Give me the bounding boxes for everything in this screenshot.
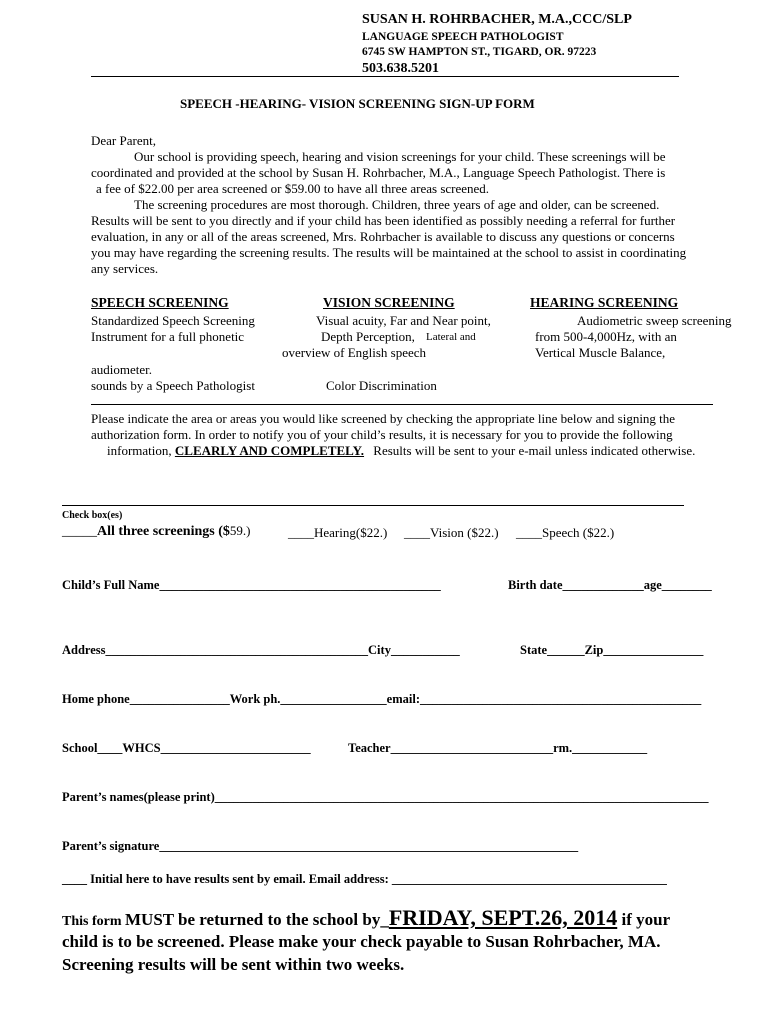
option-all-three[interactable]: _____All three screenings ($59.) (62, 523, 251, 539)
parent-names-field[interactable]: Parent’s names(please print)_______________________________________________________________________________ (62, 790, 709, 804)
results-line: Screening results will be sent within two weeks. (62, 955, 405, 974)
header-divider (91, 76, 679, 77)
address-field[interactable]: Address__________________________________________City___________ (62, 643, 460, 657)
school-field[interactable]: School____WHCS________________________ (62, 741, 311, 755)
vision-desc: Lateral and (426, 331, 476, 343)
letter-line: coordinated and provided at the school by Susan H. Rohrbacher, M.A., Language Speech Pathologist. There is (91, 165, 666, 180)
speech-desc: Standardized Speech Screening (91, 313, 255, 328)
phone-email-field[interactable]: Home phone________________Work ph._________________email:_____________________________________________ (62, 692, 702, 706)
letter-line: Results will be sent to you directly and if your child has been identified as possibly needing a referral for further (91, 213, 676, 228)
letterhead-title: LANGUAGE SPEECH PATHOLOGIST (362, 31, 564, 43)
hearing-desc: Vertical Muscle Balance, (535, 345, 666, 360)
deadline-date: FRIDAY, SEPT.26, 2014 (388, 905, 618, 930)
instructions-line: authorization form. In order to notify you of your child’s results, it is necessary for you to provide the following (91, 427, 673, 442)
speech-heading: SPEECH SCREENING (91, 295, 229, 310)
instructions-line: information, CLEARLY AND COMPLETELY. Results will be sent to your e-mail unless indicated otherwise. (107, 443, 696, 458)
option-speech[interactable]: ____Speech ($22.) (516, 525, 615, 540)
vision-heading: VISION SCREENING (323, 295, 455, 310)
option-vision[interactable]: ____Vision ($22.) (404, 525, 499, 540)
vision-desc: Color Discrimination (326, 378, 437, 393)
letter-line: The screening procedures are most thorough. Children, three years of age and older, can be screened. (134, 197, 660, 212)
speech-desc: Instrument for a full phonetic (91, 329, 245, 344)
payment-line: child is to be screened. Please make your check payable to Susan Rohrbacher, MA. (62, 932, 661, 951)
letter-line: any services. (91, 261, 159, 276)
letter-greeting: Dear Parent, (91, 133, 156, 148)
state-zip-field[interactable]: State______Zip________________ (520, 643, 704, 657)
email-initial-field[interactable]: ____ Initial here to have results sent by email. Email address: ____________________________________________ (62, 872, 667, 886)
letter-line: evaluation, in any or all of the areas screened, Mrs. Rohrbacher is available to discuss any questions or concerns (91, 229, 675, 244)
hearing-desc: from 500-4,000Hz, with an (535, 329, 677, 344)
return-deadline-line: This form MUST be returned to the school by_FRIDAY, SEPT.26, 2014 if your (62, 905, 671, 930)
option-hearing[interactable]: ____Hearing($22.) (288, 525, 388, 540)
letter-line: a fee of $22.00 per area screened or $59.00 to have all three areas screened. (96, 181, 490, 196)
form-divider (62, 505, 684, 506)
teacher-field[interactable]: Teacher__________________________rm.____________ (348, 741, 648, 755)
letter-line: Our school is providing speech, hearing and vision screenings for your child. These screenings will be (134, 149, 666, 164)
parent-signature-field[interactable]: Parent’s signature___________________________________________________________________ (62, 839, 579, 853)
check-boxes-label: Check box(es) (62, 510, 123, 521)
hearing-heading: HEARING SCREENING (530, 295, 679, 310)
vision-desc: Depth Perception, (321, 329, 415, 344)
emphasis-text: CLEARLY AND COMPLETELY. (174, 443, 365, 458)
speech-desc: audiometer. (91, 362, 153, 377)
section-divider (91, 404, 713, 405)
form-title: SPEECH -HEARING- VISION SCREENING SIGN-UP FORM (180, 96, 535, 111)
speech-desc: sounds by a Speech Pathologist (91, 378, 255, 393)
instructions-line: Please indicate the area or areas you would like screened by checking the appropriate line below and signing the (91, 411, 676, 426)
vision-desc: Visual acuity, Far and Near point, (316, 313, 491, 328)
letterhead-phone: 503.638.5201 (362, 61, 439, 76)
letterhead-name: SUSAN H. ROHRBACHER, M.A.,CCC/SLP (362, 12, 632, 27)
vision-desc: overview of English speech (282, 345, 427, 360)
letterhead-address: 6745 SW HAMPTON ST., TIGARD, OR. 97223 (362, 46, 597, 58)
child-name-field[interactable]: Child’s Full Name_____________________________________________ (62, 578, 441, 592)
hearing-desc: Audiometric sweep screening (577, 313, 732, 328)
birth-date-field[interactable]: Birth date_____________age________ (508, 578, 712, 592)
letter-line: you may have regarding the screening results. The results will be maintained at the school to assist in coordinating (91, 245, 687, 260)
